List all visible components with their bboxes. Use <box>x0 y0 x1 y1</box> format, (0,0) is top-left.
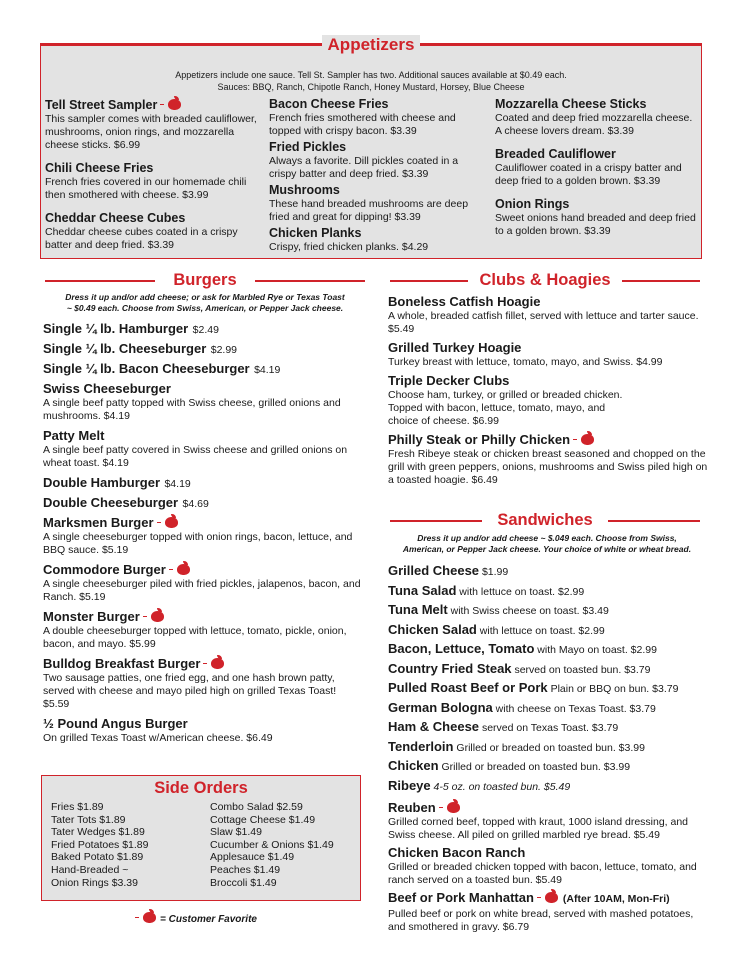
appetizers-intro <box>41 70 701 93</box>
item-price: $2.99 <box>210 344 238 356</box>
item-name: Tuna Melt <box>388 602 448 617</box>
item-name: Breaded Cauliflower <box>495 147 616 161</box>
menu-item <box>43 608 363 651</box>
side-orders-section <box>41 775 361 901</box>
item-description: A single beef patty covered in Swiss cheese and grilled onions on wheat toast. $4.19 <box>43 444 348 469</box>
item-description: A single beef patty topped with Swiss cheese, grilled onions and mushrooms. $4.19 <box>43 397 341 422</box>
item-name: Ham & Cheese <box>388 719 480 734</box>
menu-item <box>388 799 708 842</box>
side-orders-column-1 <box>51 801 148 889</box>
burgers-list <box>43 320 363 749</box>
item-details: with Mayo on toast. $2.99 <box>534 644 657 656</box>
side-item: Cottage Cheese $1.49 <box>210 813 316 826</box>
menu-item <box>388 582 708 602</box>
legend-text: = Customer Favorite <box>160 914 257 925</box>
burgers-note-line: ~ $0.49 each. Choose from Swiss, American, or Pepper Jack cheese. <box>66 303 344 313</box>
item-details: served on toasted bun. $3.79 <box>511 663 651 676</box>
item-name: Ribeye <box>388 777 431 793</box>
item-availability: (After 10AM, Mon-Fri) <box>562 893 670 905</box>
item-name: Double Cheeseburger <box>43 495 179 510</box>
apple-icon <box>143 910 157 923</box>
apple-icon <box>581 432 595 445</box>
item-name: Reuben <box>388 800 436 815</box>
side-item: Tater Tots $1.89 <box>51 813 126 826</box>
sandwiches-note-line: Dress it up and/or add cheese ~ $.049 each. Choose from Swiss, <box>417 533 677 543</box>
menu-item <box>43 494 363 512</box>
item-details: 4-5 oz. on toasted bun. $5.49 <box>430 780 571 793</box>
side-item: Hand-Breaded ~ <box>51 863 129 876</box>
sandwiches-title: Sandwiches <box>497 511 593 529</box>
item-description: Fresh Ribeye steak or chicken breast seasoned and chopped on the grill with green peppers, onions, mushrooms and Swiss piled high on a toasted hoagie. $6.49 <box>388 448 708 486</box>
side-orders-column-2 <box>210 801 334 889</box>
item-name: Philly Steak or Philly Chicken <box>388 432 571 447</box>
item-details: Grilled or breaded on toasted bun. $3.99 <box>438 761 631 773</box>
appetizers-sauces-line: Sauces: BBQ, Ranch, Chipotle Ranch, Honey Mustard, Horsey, Blue Cheese <box>217 81 525 92</box>
item-description: Grilled corned beef, topped with kraut, 1000 island dressing, and Swiss cheese. All piled on grilled marbled rye bread. $5.49 <box>388 816 689 841</box>
item-name: Double Hamburger <box>43 475 161 490</box>
item-name: Single ¼ lb. Bacon Cheeseburger <box>43 361 250 376</box>
menu-item <box>388 340 708 369</box>
menu-item <box>43 320 363 338</box>
item-description: Sweet onions hand breaded and deep fried to a golden brown. $3.39 <box>495 212 696 237</box>
item-name: Chicken Planks <box>269 226 362 240</box>
menu-item <box>43 655 363 711</box>
menu-item <box>45 211 259 252</box>
item-name: Single ¼ lb. Cheeseburger <box>43 341 207 356</box>
apple-icon <box>151 609 165 622</box>
dash <box>160 104 164 105</box>
item-description: Cheddar cheese cubes coated in a crispy batter and deep fried. $3.39 <box>45 226 238 251</box>
menu-item <box>388 738 708 758</box>
menu-item <box>45 97 259 152</box>
side-item: Tater Wedges $1.89 <box>51 826 145 839</box>
item-description: A single cheeseburger piled with fried pickles, jalapenos, bacon, and Ranch. $5.19 <box>43 578 361 603</box>
dash <box>157 522 161 523</box>
item-name: German Bologna <box>388 699 493 715</box>
item-price: $4.69 <box>182 498 209 510</box>
item-details: with lettuce on toast. $2.99 <box>476 624 605 637</box>
apple-icon <box>177 562 191 575</box>
item-name: Single ¼ lb. Hamburger <box>43 321 189 336</box>
item-name: Onion Rings <box>495 197 570 211</box>
item-name: Commodore Burger <box>43 562 166 577</box>
appetizers-column-1 <box>45 97 259 261</box>
menu-item <box>388 718 708 738</box>
item-name: Chicken Bacon Ranch <box>388 845 526 860</box>
clubs-header <box>390 270 700 290</box>
dash <box>169 569 173 570</box>
item-details: with cheese on Texas Toast. $3.79 <box>492 702 656 715</box>
item-name: Patty Melt <box>43 428 105 443</box>
item-details: with lettuce on toast. $2.99 <box>456 585 585 598</box>
side-item: Applesauce $1.49 <box>210 851 295 864</box>
burgers-header <box>45 270 365 290</box>
item-description: Turkey breast with lettuce, tomato, mayo, and Swiss. $4.99 <box>388 356 663 368</box>
item-name: Swiss Cheeseburger <box>43 381 171 396</box>
menu-item <box>388 757 708 777</box>
menu-item <box>43 514 363 557</box>
side-item: Onion Rings $3.39 <box>51 876 138 889</box>
dash <box>537 897 541 898</box>
item-name: Triple Decker Clubs <box>388 373 510 388</box>
item-description: French fries covered in our homemade chili then smothered with cheese. $3.99 <box>45 176 247 201</box>
item-description: Cauliflower coated in a crispy batter and deep fried to a golden brown. $3.39 <box>495 162 682 187</box>
dash <box>203 663 207 664</box>
menu-item <box>388 844 708 887</box>
item-name: Chili Cheese Fries <box>45 161 154 175</box>
item-description: Pulled beef or pork on white bread, served with mashed potatoes, and smothered in gravy. $6.79 <box>388 908 694 933</box>
item-details: Grilled or breaded on toasted bun. $3.99 <box>453 741 645 754</box>
item-name: Mozzarella Cheese Sticks <box>495 97 647 111</box>
side-orders-title: Side Orders <box>154 779 248 797</box>
item-name: Tuna Salad <box>388 582 457 598</box>
menu-item <box>388 640 708 660</box>
menu-item <box>388 601 708 621</box>
item-name: Chicken Salad <box>388 621 477 637</box>
menu-item <box>388 777 708 797</box>
menu-item <box>495 197 701 238</box>
apple-icon <box>168 97 182 110</box>
apple-icon <box>211 656 225 669</box>
menu-item <box>43 474 363 492</box>
menu-item <box>388 294 708 336</box>
menu-item <box>388 679 708 699</box>
appetizers-section <box>40 35 702 259</box>
item-price: $4.19 <box>254 364 281 376</box>
item-name: Bulldog Breakfast Burger <box>43 656 201 671</box>
burgers-note <box>43 292 367 314</box>
item-name: Tell Street Sampler <box>45 98 158 112</box>
item-price: $2.49 <box>192 324 219 336</box>
menu-item <box>269 183 483 224</box>
item-name: Marksmen Burger <box>43 515 154 530</box>
clubs-title: Clubs & Hoagies <box>479 271 611 289</box>
menu-item <box>388 889 708 934</box>
item-details: served on Texas Toast. $3.79 <box>479 722 619 734</box>
side-item: Broccoli $1.49 <box>210 876 277 889</box>
side-item: Peaches $1.49 <box>210 863 281 876</box>
side-item: Fried Potatoes $1.89 <box>51 838 149 851</box>
burgers-note-line: Dress it up and/or add cheese; or ask for Marbled Rye or Texas Toast <box>65 292 345 302</box>
menu-item <box>43 561 363 604</box>
item-name: Bacon Cheese Fries <box>269 97 389 111</box>
item-description: Crispy, fried chicken planks. $4.29 <box>269 241 429 253</box>
item-description: Coated and deep fried mozzarella cheese. A cheese lovers dream. $3.39 <box>495 112 693 137</box>
menu-item <box>388 660 708 680</box>
item-details: $1.99 <box>479 566 509 578</box>
item-name: Country Fried Steak <box>388 660 512 676</box>
menu-item <box>43 360 363 378</box>
menu-item <box>388 432 708 487</box>
side-item: Slaw $1.49 <box>210 826 262 839</box>
menu-item <box>269 97 483 138</box>
dash <box>135 917 139 918</box>
sandwiches-list <box>388 562 708 936</box>
menu-item <box>43 427 363 470</box>
item-name: ½ Pound Angus Burger <box>43 716 188 731</box>
appetizers-column-3 <box>495 97 701 247</box>
apple-icon <box>447 800 461 813</box>
item-description: A double cheeseburger topped with lettuce, tomato, pickle, onion, bacon, and mayo. $5.99 <box>43 625 347 650</box>
legend <box>135 910 257 925</box>
item-name: Pulled Roast Beef or Pork <box>388 680 548 695</box>
sandwiches-note <box>388 533 706 555</box>
side-item: Fries $1.89 <box>51 801 104 813</box>
item-description: A whole, breaded catfish fillet, served with lettuce and tarter sauce. $5.49 <box>388 310 699 335</box>
appetizers-title: Appetizers <box>322 35 421 54</box>
item-price: $4.19 <box>164 478 191 490</box>
menu-item <box>43 715 363 745</box>
menu-item <box>388 373 708 428</box>
menu-item <box>388 562 708 582</box>
item-details: with Swiss cheese on toast. $3.49 <box>447 605 609 617</box>
item-name: Cheddar Cheese Cubes <box>45 211 186 225</box>
menu-item <box>43 380 363 423</box>
dash <box>573 439 577 440</box>
dash <box>439 807 443 808</box>
item-name: Mushrooms <box>269 183 340 197</box>
item-name: Boneless Catfish Hoagie <box>388 294 541 309</box>
item-details: Plain or BBQ on bun. $3.79 <box>547 683 679 695</box>
item-name: Bacon, Lettuce, Tomato <box>388 641 535 656</box>
clubs-list <box>388 294 708 491</box>
item-name: Tenderloin <box>388 738 454 754</box>
menu-item <box>495 97 701 138</box>
item-name: Grilled Cheese <box>388 563 480 578</box>
appetizers-column-2 <box>269 97 483 256</box>
item-description: Grilled or breaded chicken topped with bacon, lettuce, tomato, and ranch served on a toasted bun. $5.49 <box>388 861 697 886</box>
menu-item <box>388 621 708 641</box>
item-description: Two sausage patties, one fried egg, and one hash brown patty, served with cheese and mayo piled high on grilled Texas Toast! $5.59 <box>43 672 337 710</box>
side-item: Cucumber & Onions $1.49 <box>210 838 334 851</box>
item-description: Always a favorite. Dill pickles coated in a crispy batter and deep fried. $3.39 <box>269 155 459 180</box>
dash <box>143 616 147 617</box>
menu-item <box>269 226 483 254</box>
side-item: Combo Salad $2.59 <box>210 801 303 813</box>
item-description: Choose ham, turkey, or grilled or breaded chicken. Topped with bacon, lettuce, tomato, mayo, and choice of cheese. $6.99 <box>388 389 623 427</box>
item-name: Fried Pickles <box>269 140 347 154</box>
item-name: Monster Burger <box>43 609 140 624</box>
menu-item <box>388 699 708 719</box>
appetizers-header <box>41 35 701 55</box>
item-description: These hand breaded mushrooms are deep fried and great for dipping! $3.39 <box>269 198 469 223</box>
side-item: Baked Potato $1.89 <box>51 851 144 864</box>
item-description: French fries smothered with cheese and topped with crispy bacon. $3.39 <box>269 112 456 137</box>
item-name: Grilled Turkey Hoagie <box>388 340 522 355</box>
sandwiches-note-line: American, or Pepper Jack cheese. Your choice of white or wheat bread. <box>402 544 692 554</box>
item-description: This sampler comes with breaded cauliflower, mushrooms, onion rings, and mozzarella cheese sticks. $6.99 <box>45 113 257 151</box>
item-name: Beef or Pork Manhattan <box>388 890 534 905</box>
item-description: A single cheeseburger topped with onion rings, bacon, lettuce, and BBQ sauce. $5.19 <box>43 531 353 556</box>
item-description: On grilled Texas Toast w/American cheese. $6.49 <box>43 732 273 744</box>
apple-icon <box>165 515 179 528</box>
menu-item <box>45 161 259 202</box>
sandwiches-header <box>390 510 700 530</box>
menu-item <box>269 140 483 181</box>
item-name: Chicken <box>388 758 439 773</box>
menu-item <box>43 340 363 358</box>
apple-icon <box>545 890 559 903</box>
menu-item <box>495 147 701 188</box>
appetizers-intro-line: Appetizers include one sauce. Tell St. Sampler has two. Additional sauces available at $0.49 each. <box>175 70 567 80</box>
burgers-title: Burgers <box>173 271 237 289</box>
